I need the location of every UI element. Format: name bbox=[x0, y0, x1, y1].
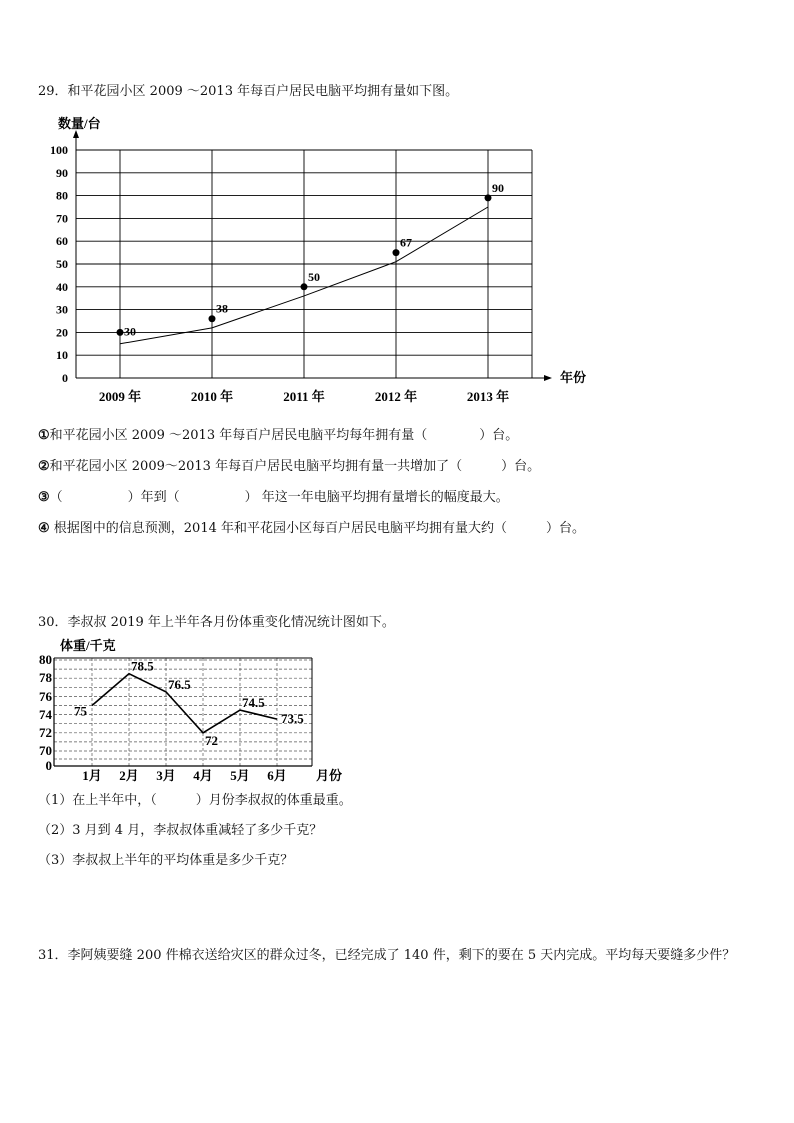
x-tick-label: 1月 bbox=[82, 768, 102, 783]
x-axis-label: 年份 bbox=[560, 370, 587, 385]
y-tick-label: 50 bbox=[56, 257, 68, 271]
data-point bbox=[393, 249, 400, 256]
x-tick-label: 3月 bbox=[156, 768, 176, 783]
q29-title: 29．和平花园小区 2009 ～2013 年每百户居民电脑平均拥有量如下图。 bbox=[38, 84, 459, 99]
q30-item-2: （2）3 月到 4 月，李叔叔体重减轻了多少千克？ bbox=[38, 823, 323, 838]
data-label: 72 bbox=[205, 732, 218, 748]
q29-item-1 bbox=[38, 428, 518, 444]
q29-item-4-text: 根据图中的信息预测，2014 年和平花园小区每百户居民电脑平均拥有量大约（ ）台。 bbox=[49, 521, 586, 536]
y-tick-label: 90 bbox=[56, 165, 68, 180]
data-label: 73.5 bbox=[281, 711, 304, 727]
q30-item-3: （3）李叔叔上半年的平均体重是多少千克？ bbox=[38, 853, 294, 868]
q29-item-2-text: 和平花园小区 2009～2013 年每百户居民电脑平均拥有量一共增加了（ ）台。 bbox=[49, 459, 541, 474]
q29-item-2 bbox=[38, 459, 540, 475]
data-label: 78.5 bbox=[131, 658, 154, 674]
x-axis-label: 月份 bbox=[316, 768, 343, 783]
data-label: 74.5 bbox=[242, 695, 265, 711]
x-tick-label: 2013 年 bbox=[466, 389, 510, 404]
y-tick-label: 60 bbox=[56, 234, 68, 249]
q30-title: 30．李叔叔 2019 年上半年各月份体重变化情况统计图如下。 bbox=[38, 615, 395, 630]
y-tick-label: 20 bbox=[56, 325, 68, 340]
q29-item-4 bbox=[38, 521, 585, 537]
q29-item-3 bbox=[38, 490, 509, 506]
y-tick-label: 70 bbox=[39, 743, 52, 758]
y-tick-label: 10 bbox=[56, 348, 68, 363]
y-tick-label: 76 bbox=[39, 689, 52, 704]
y-tick-label: 0 bbox=[45, 758, 52, 773]
weight-chart bbox=[30, 632, 350, 787]
q29-item-1-text: 和平花园小区 2009 ～2013 年每百户居民电脑平均每年拥有量（ ）台。 bbox=[49, 428, 519, 443]
x-tick-label: 5月 bbox=[230, 768, 250, 783]
y-tick-label: 74 bbox=[39, 707, 52, 722]
data-point bbox=[117, 329, 124, 336]
data-label: 76.5 bbox=[168, 676, 191, 692]
data-label: 67 bbox=[400, 235, 412, 250]
data-label: 50 bbox=[308, 269, 320, 284]
data-label: 38 bbox=[216, 301, 228, 316]
y-tick-label: 80 bbox=[56, 188, 68, 203]
x-tick-label: 4月 bbox=[193, 768, 213, 783]
x-tick-label: 2011 年 bbox=[283, 389, 325, 404]
y-tick-label: 40 bbox=[56, 279, 68, 294]
q30-item-1: （1）在上半年中，（ ）月份李叔叔的体重最重。 bbox=[38, 793, 352, 808]
y-axis-label: 体重/千克 bbox=[60, 638, 116, 653]
q29-item-3-text: （ ）年到（ ） 年这一年电脑平均拥有量增长的幅度最大。 bbox=[49, 490, 509, 505]
data-point bbox=[301, 283, 308, 290]
y-tick-label: 72 bbox=[39, 725, 52, 740]
data-label: 75 bbox=[74, 703, 87, 719]
y-axis-label: 数量/台 bbox=[58, 116, 101, 131]
q29-item-3-number: ③ bbox=[38, 490, 50, 505]
x-axis-arrow bbox=[544, 375, 552, 381]
x-tick-label: 6月 bbox=[267, 768, 287, 783]
y-axis-arrow bbox=[73, 130, 79, 138]
y-tick-label: 0 bbox=[62, 371, 68, 385]
y-tick-label: 78 bbox=[39, 670, 52, 685]
data-point bbox=[209, 315, 216, 322]
computer-ownership-chart bbox=[30, 112, 600, 412]
y-tick-label: 70 bbox=[56, 211, 68, 226]
data-label: 90 bbox=[492, 180, 504, 195]
q31-title: 31．李阿姨要缝 200 件棉衣送给灾区的群众过冬，已经完成了 140 件，剩下的要在 5 天内完成。平均每天要缝多少件？ bbox=[38, 948, 736, 963]
data-point bbox=[485, 194, 492, 201]
data-label: 30 bbox=[124, 324, 136, 339]
q29-item-2-number: ② bbox=[38, 459, 50, 474]
x-tick-label: 2009 年 bbox=[98, 389, 142, 404]
y-tick-label: 80 bbox=[39, 652, 52, 667]
q29-item-1-number: ① bbox=[38, 428, 50, 443]
x-tick-label: 2月 bbox=[119, 768, 139, 783]
q29-item-4-number: ④ bbox=[38, 521, 50, 536]
x-tick-label: 2010 年 bbox=[190, 389, 234, 404]
x-tick-label: 2012 年 bbox=[374, 389, 418, 404]
y-tick-label: 30 bbox=[56, 302, 68, 317]
y-tick-label: 100 bbox=[50, 143, 68, 157]
